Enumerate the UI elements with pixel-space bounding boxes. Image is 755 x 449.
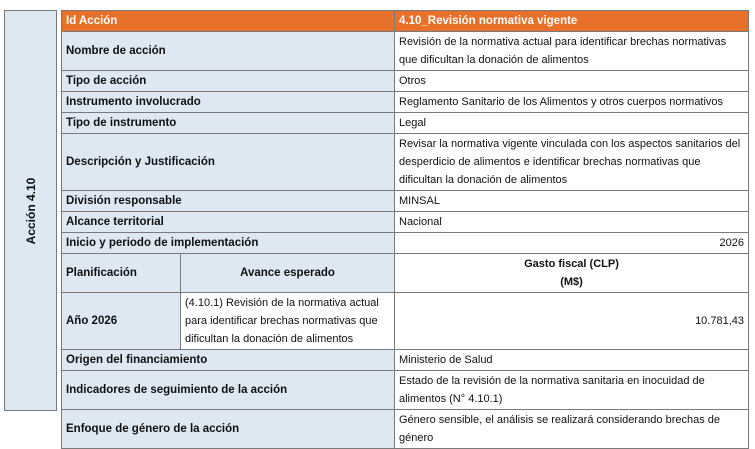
row-division [62, 191, 749, 212]
row-value: Legal [395, 113, 749, 134]
row-label: Indicadores de seguimiento de la acción [62, 371, 395, 410]
row-alcance [62, 212, 749, 233]
gasto-value: 10.781,43 [395, 293, 749, 350]
gasto-header [395, 254, 749, 293]
gasto-label: Gasto fiscal (CLP) [524, 258, 619, 270]
row-anio [62, 293, 749, 350]
avance-header: Avance esperado [181, 254, 395, 293]
header-value: 4.10_Revisión normativa vigente [395, 11, 749, 32]
row-value: Nacional [395, 212, 749, 233]
row-value: Revisar la normativa vigente vinculada con los aspectos sanitarios del desperdicio de alimentos e identificar brechas normativas que dificultan la donación de alimentos [395, 134, 749, 191]
action-sheet [4, 10, 748, 444]
row-value: Estado de la revisión de la normativa sanitaria en inocuidad de alimentos (N° 4.10.1) [395, 371, 749, 410]
row-indicadores [62, 371, 749, 410]
row-planificacion [62, 254, 749, 293]
row-label: Enfoque de género de la acción [62, 410, 395, 449]
planificacion-label: Planificación [62, 254, 181, 293]
row-value: 2026 [395, 233, 749, 254]
row-label: División responsable [62, 191, 395, 212]
row-inicio [62, 233, 749, 254]
anio-label: Año 2026 [62, 293, 181, 350]
row-nombre [62, 32, 749, 71]
action-table [61, 10, 749, 449]
row-label: Alcance territorial [62, 212, 395, 233]
row-label: Tipo de acción [62, 71, 395, 92]
row-origen [62, 350, 749, 371]
row-value: MINSAL [395, 191, 749, 212]
row-label: Descripción y Justificación [62, 134, 395, 191]
header-row [62, 11, 749, 32]
side-column [4, 10, 57, 411]
row-value: Reglamento Sanitario de los Alimentos y otros cuerpos normativos [395, 92, 749, 113]
row-label: Inicio y periodo de implementación [62, 233, 395, 254]
avance-value: (4.10.1) Revisión de la normativa actual para identificar brechas normativas que dificultan la donación de alimentos [181, 293, 395, 350]
row-instrumento [62, 92, 749, 113]
gasto-unit: (M$) [560, 276, 583, 288]
row-label: Nombre de acción [62, 32, 395, 71]
row-label: Origen del financiamiento [62, 350, 395, 371]
row-label: Tipo de instrumento [62, 113, 395, 134]
row-label: Instrumento involucrado [62, 92, 395, 113]
row-value: Revisión de la normativa actual para identificar brechas normativas que dificultan la donación de alimentos [395, 32, 749, 71]
row-value: Ministerio de Salud [395, 350, 749, 371]
side-label: Acción 4.10 [23, 177, 38, 244]
row-descripcion [62, 134, 749, 191]
row-enfoque [62, 410, 749, 449]
row-value: Género sensible, el análisis se realizará considerando brechas de género [395, 410, 749, 449]
row-tipo-instrumento [62, 113, 749, 134]
row-value: Otros [395, 71, 749, 92]
row-tipo-accion [62, 71, 749, 92]
header-label: Id Acción [62, 11, 395, 32]
